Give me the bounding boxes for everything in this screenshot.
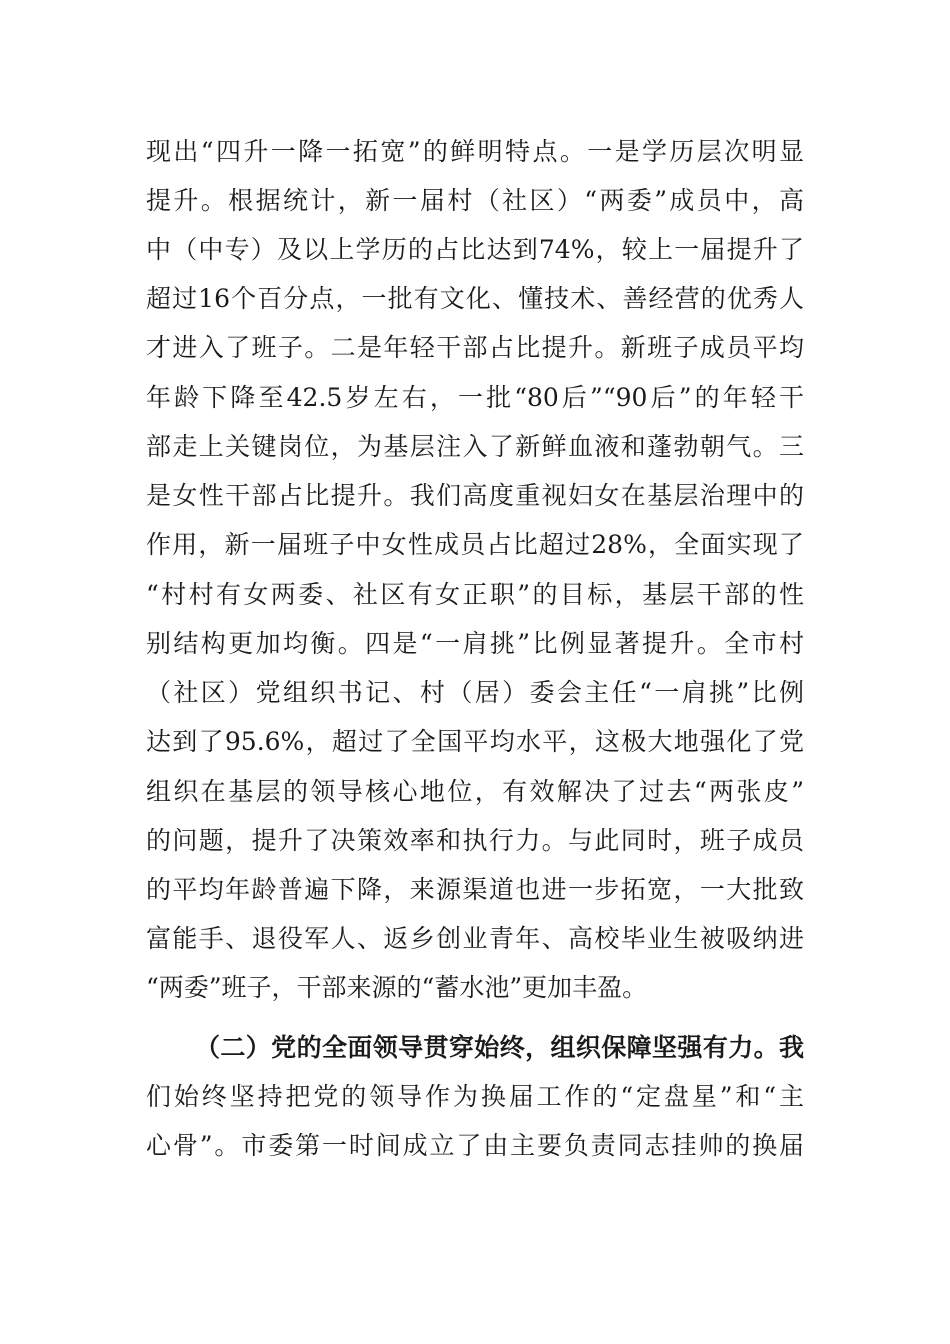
text-line-21: 心骨”。市委第一时间成立了由主要负责同志挂帅的换届 [146,1131,804,1160]
text-line-15: 的问题，提升了决策效率和执行力。与此同时，班子成员 [146,826,804,855]
text-line-3: 中（中专）及以上学历的占比达到74%，较上一届提升了 [146,235,804,264]
text-line-13: 达到了95.6%，超过了全国平均水平，这极大地强化了党 [146,727,804,756]
text-line-2: 提升。根据统计，新一届村（社区）“两委”成员中，高 [146,186,804,215]
text-line-20: 们始终坚持把党的领导作为换届工作的“定盘星”和“主 [146,1082,804,1111]
text-line-14: 组织在基层的领导核心地位，有效解决了过去“两张皮” [146,777,804,806]
text-line-5: 才进入了班子。二是年轻干部占比提升。新班子成员平均 [146,333,804,362]
text-line-17: 富能手、退役军人、返乡创业青年、高校毕业生被吸纳进 [146,924,804,953]
text-line-7: 部走上关键岗位，为基层注入了新鲜血液和蓬勃朝气。三 [146,432,804,461]
text-line-11: 别结构更加均衡。四是“一肩挑”比例显著提升。全市村 [146,629,804,658]
text-line-12: （社区）党组织书记、村（居）委会主任“一肩挑”比例 [146,678,804,707]
text-line-8: 是女性干部占比提升。我们高度重视妇女在基层治理中的 [146,481,804,510]
text-line-18: “两委”班子，干部来源的“蓄水池”更加丰盈。 [146,973,648,1002]
text-line-1: 现出“四升一降一拓宽”的鲜明特点。一是学历层次明显 [146,137,804,166]
text-line-9: 作用，新一届班子中女性成员占比超过28%，全面实现了 [146,530,804,559]
text-line-16: 的平均年龄普遍下降，来源渠道也进一步拓宽，一大批致 [146,875,804,904]
text-line-10: “村村有女两委、社区有女正职”的目标，基层干部的性 [146,580,804,609]
section-heading-line: （二）党的全面领导贯穿始终，组织保障坚强有力。我 [195,1033,804,1062]
text-line-4: 超过16个百分点，一批有文化、懂技术、善经营的优秀人 [146,284,804,313]
text-line-6: 年龄下降至42.5岁左右，一批“80后”“90后”的年轻干 [146,383,804,412]
